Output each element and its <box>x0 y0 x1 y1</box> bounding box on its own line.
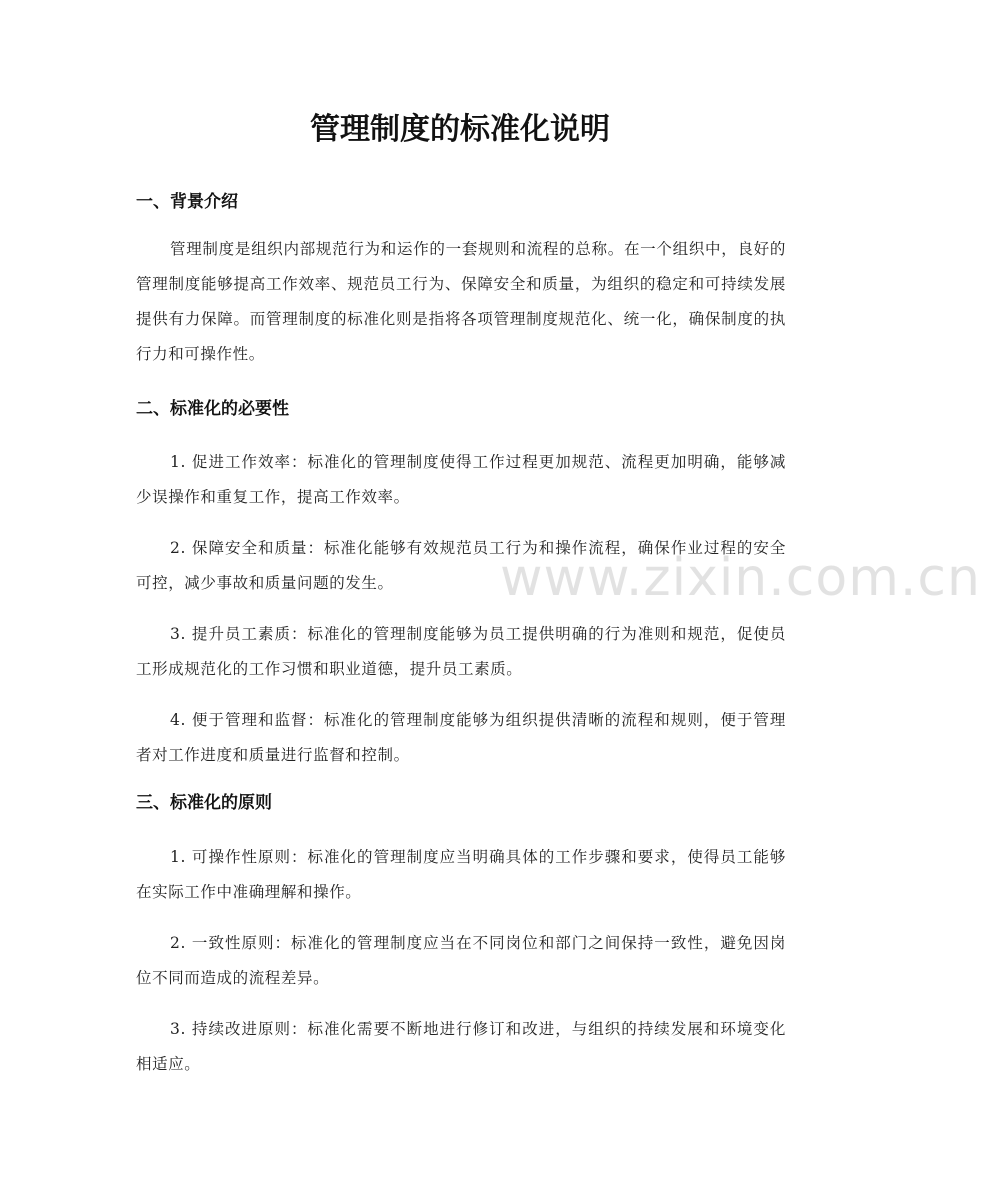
paragraph-necessity-1: 1. 促进工作效率：标准化的管理制度使得工作过程更加规范、流程更加明确，能够减少误操作和重复工作，提高工作效率。 <box>136 453 786 506</box>
paragraph-necessity-3: 3. 提升员工素质：标准化的管理制度能够为员工提供明确的行为准则和规范，促使员工形成规范化的工作习惯和职业道德，提升员工素质。 <box>136 625 786 678</box>
paragraph-background: 管理制度是组织内部规范行为和运作的一套规则和流程的总称。在一个组织中，良好的管理制度能够提高工作效率、规范员工行为、保障安全和质量，为组织的稳定和可持续发展提供有力保障。而管理制度的标准化则是指将各项管理制度规范化、统一化，确保制度的执行力和可操作性。 <box>136 240 786 363</box>
paragraph-necessity-2: 2. 保障安全和质量：标准化能够有效规范员工行为和操作流程，确保作业过程的安全可控，减少事故和质量问题的发生。 <box>136 539 786 592</box>
section-heading-necessity: 二、标准化的必要性 <box>136 399 289 419</box>
paragraph-principle-2: 2. 一致性原则：标准化的管理制度应当在不同岗位和部门之间保持一致性，避免因岗位不同而造成的流程差异。 <box>136 934 786 987</box>
paragraph-principle-1: 1. 可操作性原则：标准化的管理制度应当明确具体的工作步骤和要求，使得员工能够在实际工作中准确理解和操作。 <box>136 848 786 901</box>
paragraph-necessity-4: 4. 便于管理和监督：标准化的管理制度能够为组织提供清晰的流程和规则，便于管理者对工作进度和质量进行监督和控制。 <box>136 711 786 764</box>
section-heading-principles: 三、标准化的原则 <box>136 793 272 813</box>
paragraph-principle-3: 3. 持续改进原则：标准化需要不断地进行修订和改进，与组织的持续发展和环境变化相适应。 <box>136 1020 786 1073</box>
document-title: 管理制度的标准化说明 <box>310 112 610 147</box>
section-heading-background: 一、背景介绍 <box>136 192 238 212</box>
watermark: www.zixin.com.cn <box>500 548 981 608</box>
